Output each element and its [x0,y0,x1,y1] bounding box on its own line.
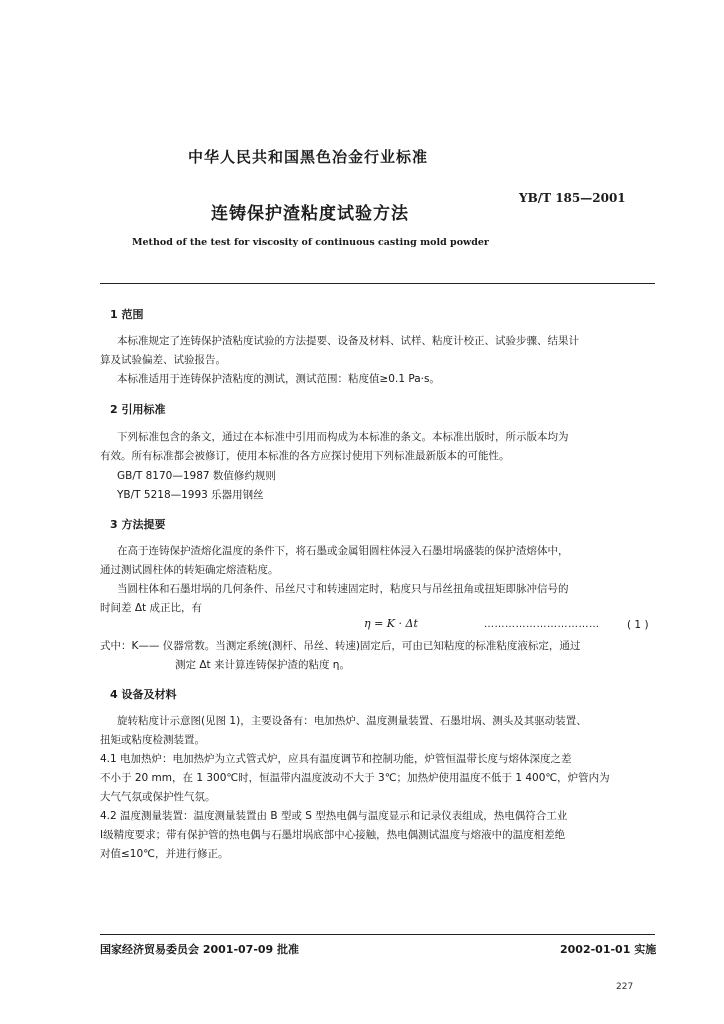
section-heading: 3 方法提要 [110,518,166,531]
english-title: Method of the test for viscosity of continuous casting mold powder [132,237,489,248]
reference-item: YB/T 5218—1993 乐器用钢丝 [117,489,264,501]
equation-number: ( 1 ) [627,619,649,631]
header-divider [100,283,655,284]
document-title: 连铸保护渣粘度试验方法 [211,204,409,224]
paragraph-line: 时间差 Δt 成正比，有 [100,602,202,614]
paragraph-line: 算及试验偏差、试验报告。 [100,354,226,366]
paragraph-line: 旋转粘度计示意图(见图 1)，主要设备有：电加热炉、温度测量装置、石墨坩埚、测头及其驱动装置、 [117,715,587,727]
section-heading: 2 引用标准 [110,403,166,416]
clause-4-1-line: 大气气氛或保护性气氛。 [100,791,216,803]
paragraph-line: 式中：K—— 仪器常数。当测定系统(测杆、吊丝、转速)固定后，可由已知粘度的标准粘度液标定，通过 [100,640,581,652]
section-heading: 4 设备及材料 [110,688,177,701]
paragraph-line: 本标准规定了连铸保护渣粘度试验的方法提要、设备及材料、试样、粘度计校正、试验步骤、结果计 [117,335,579,347]
paragraph-line: 下列标准包含的条文，通过在本标准中引用而构成为本标准的条文。本标准出版时，所示版本均为 [117,431,569,443]
paragraph-line: 测定 Δt 来计算连铸保护渣的粘度 η。 [175,659,350,671]
equation-leader-dots: …………………………… [484,619,600,630]
approval-line: 国家经济贸易委员会 2001-07-09 批准 [100,943,300,956]
reference-item: GB/T 8170—1987 数值修约规则 [117,470,276,482]
page-number: 227 [616,982,634,992]
clause-4-2-line: 对值≤10℃，并进行修正。 [100,848,229,860]
section-heading: 1 范围 [110,308,144,321]
footer-divider [100,934,655,935]
effective-date-line: 2002-01-01 实施 [560,943,657,956]
clause-4-1-line: 不小于 20 mm，在 1 300℃时，恒温带内温度波动不大于 3℃；加热炉使用温度不低于 1 400℃，炉管内为 [100,772,610,784]
paragraph-line: 当圆柱体和石墨坩埚的几何条件、吊丝尺寸和转速固定时，粘度只与吊丝扭角或扭矩即脉冲信号的 [117,583,569,595]
paragraph-line: 有效。所有标准都会被修订，使用本标准的各方应探讨使用下列标准最新版本的可能性。 [100,450,510,462]
standard-org-heading: 中华人民共和国黑色冶金行业标准 [188,148,429,166]
paragraph-line: 在高于连铸保护渣熔化温度的条件下，将石墨或金属钼圆柱体浸入石墨坩埚盛装的保护渣熔体中， [117,545,569,557]
clause-4-2-line: 4.2 温度测量装置：温度测量装置由 B 型或 S 型热电偶与温度显示和记录仪表组成，热电偶符合工业 [100,810,568,822]
clause-4-2-line: Ⅰ级精度要求；带有保护管的热电偶与石墨坩埚底部中心接触，热电偶测试温度与熔液中的温度相差绝 [100,829,566,841]
clause-4-1-line: 4.1 电加热炉：电加热炉为立式管式炉，应具有温度调节和控制功能，炉管恒温带长度与熔体深度之差 [100,753,572,765]
standard-code: YB/T 185—2001 [519,191,626,205]
equation: η = K · Δt [364,617,418,630]
paragraph-line: 通过测试圆柱体的转矩确定熔渣粘度。 [100,564,279,576]
paragraph-line: 扭矩或粘度检测装置。 [100,734,205,746]
paragraph-line: 本标准适用于连铸保护渣粘度的测试，测试范围：粘度值≥0.1 Pa·s。 [117,373,440,385]
